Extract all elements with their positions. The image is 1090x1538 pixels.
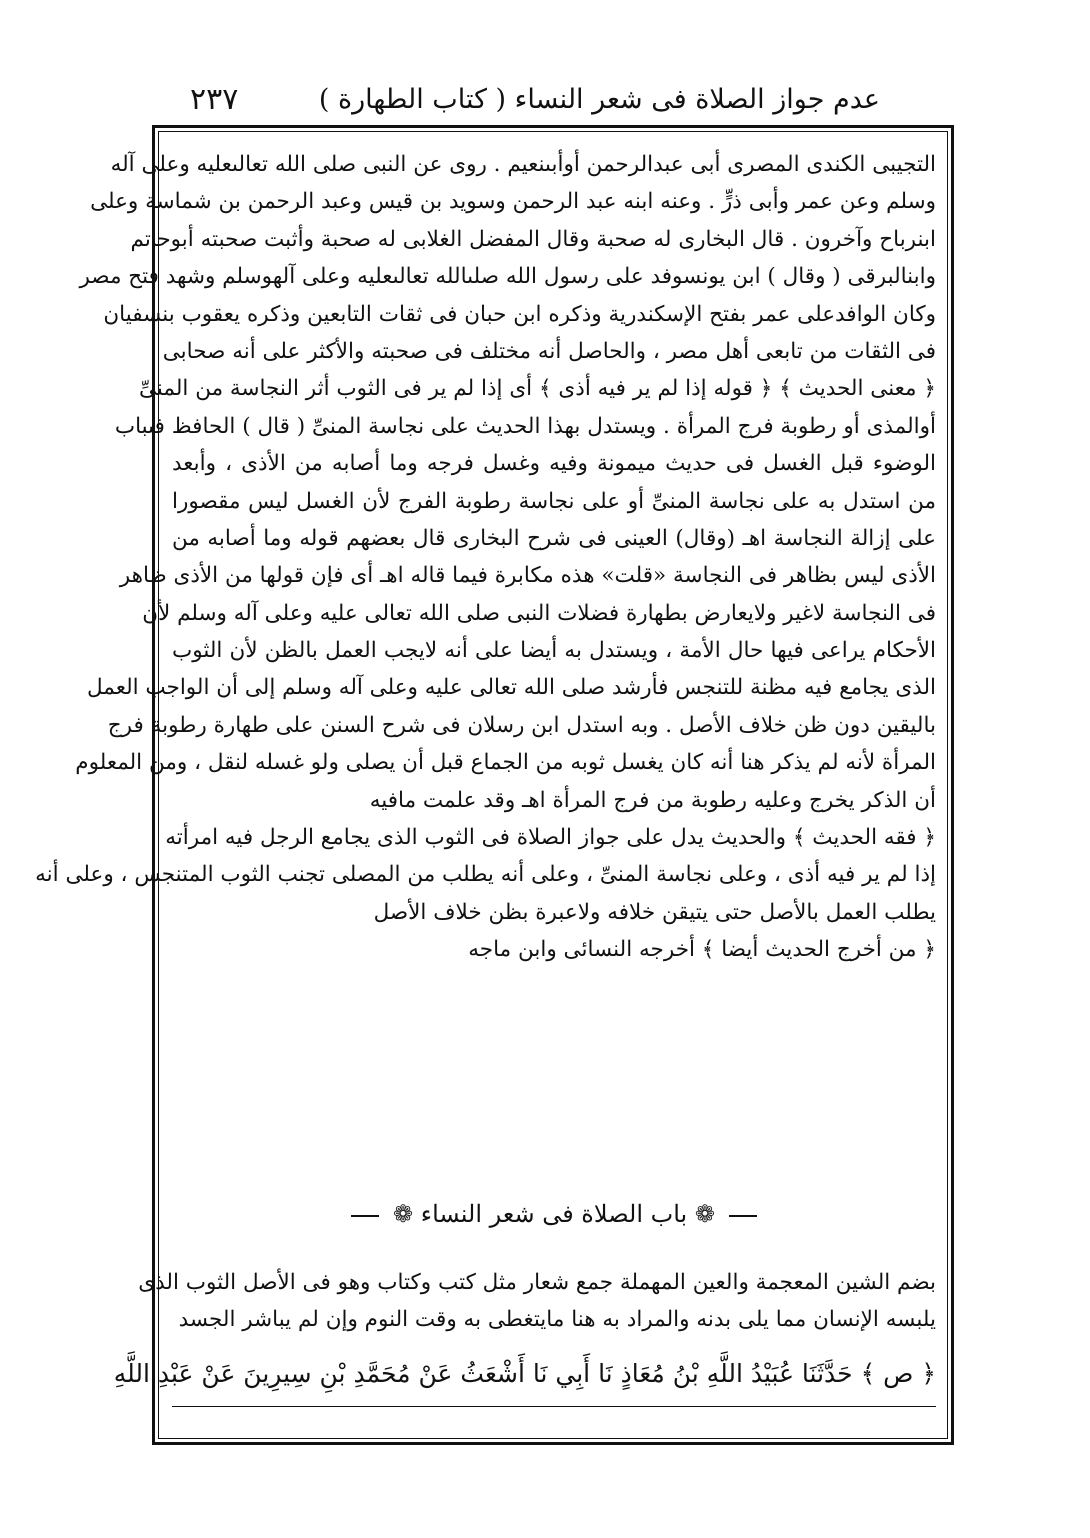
text-line: فى الثقات من تابعى أهل مصر ، والحاصل أنه مختلف فى صحبته والأكثر على أنه صحابى (162, 338, 936, 364)
text-line: الأذى ليس بظاهر فى النجاسة «قلت» هذه مكابرة فيما قاله اهـ أى فإن قولها من الأذى ظاهر (119, 563, 936, 589)
ornament-icon: ❁ (393, 1200, 414, 1228)
text-line: الأحكام يراعى فيها حال الأمة ، ويستدل به أيضا على أنه لايجب العمل بالظن لأن الثوب (172, 638, 936, 664)
rule-left (729, 1215, 757, 1217)
hadith-line: ﴿ ص ﴾ حَدَّثَنَا عُبَيْدُ اللَّهِ بْنُ مُعَاذٍ نَا أَبِي نَا أَشْعَثُ عَنْ مُحَمَّدِ بْنِ سِيرِينَ عَنْ عَبْدِ اللَّهِ (113, 1359, 936, 1388)
text-line: بضم الشين المعجمة والعين المهملة جمع شعار مثل كتب وكتاب وهو فى الأصل الثوب الذى (138, 1270, 936, 1295)
text-line: يطلب العمل بالأصل حتى يتيقن خلافه ولاعبرة بظن خلاف الأصل (373, 899, 936, 925)
text-line: الوضوء قبل الغسل فى حديث ميمونة وفيه وغسل فرجه وما أصابه من الأذى ، وأبعد (172, 451, 936, 477)
text-line: الذى يجامع فيه مظنة للتنجس فأرشد صلى الله تعالى عليه وعلى آله وسلم إلى أن الواجب العمل (86, 675, 936, 701)
text-line: وابنالبرقى ( وقال ) ابن يونسوفد على رسول الله صلىالله تعالىعليه وعلى آلهوسلم وشهد فتح مصر (79, 264, 936, 290)
text-line: على إزالة النجاسة اهـ (وقال) العينى فى شرح البخارى قال بعضهم قوله وما أصابه من (172, 525, 936, 551)
text-line: التجيبى الكندى المصرى أبى عبدالرحمن أوأبىنعيم . روى عن النبى صلى الله تعالىعليه وعلى آله (110, 152, 936, 177)
running-title: ( كتاب الطهارة ) عدم جواز الصلاة فى شعر النساء (318, 84, 880, 115)
text-line: أن الذكر يخرج وعليه رطوبة من فرج المرأة اهـ وقد علمت مافيه (369, 787, 936, 813)
text-line: ﴿ من أخرج الحديث أيضا ﴾ أخرجه النسائى وابن ماجه (468, 937, 936, 963)
text-line: المرأة لأنه لم يذكر هنا أنه كان يغسل ثوبه من الجماع قبل أن يصلى ولو غسله لنقل ، ومن المعلوم (75, 750, 936, 776)
text-line: وسلم وعن عمر وأبى ذرٍّ . وعنه ابنه عبد الرحمن وسويد بن قيس وعبد الرحمن بن شماسة وعلى (90, 189, 936, 215)
text-line: من استدل به على نجاسة المنىِّ أو على نجاسة رطوبة الفرج لأن الغسل ليس مقصورا (172, 488, 936, 514)
bottom-rule (172, 1406, 936, 1407)
text-line: وكان الوافدعلى عمر بفتح الإسكندرية وذكره ابن حبان فى ثقات التابعين وذكره يعقوب بنسفيان (103, 301, 936, 327)
ornament-icon: ❁ (694, 1200, 715, 1228)
chapter-title: باب الصلاة فى شعر النساء (420, 1200, 688, 1228)
page-number: ٢٣٧ (190, 82, 239, 117)
main-text (35, 146, 936, 969)
text-line: فى النجاسة لاغير ولايعارض بطهارة فضلات النبى صلى الله تعالى عليه وعلى آله وسلم لأن (142, 600, 936, 626)
text-line: ﴿ فقه الحديث ﴾ والحديث يدل على جواز الصلاة فى الثوب الذى يجامع الرجل فيه امرأته (165, 825, 936, 851)
rule-right (351, 1215, 379, 1217)
intro-text (138, 1264, 936, 1339)
page-header (150, 78, 950, 128)
text-line: أوالمذى أو رطوبة فرج المرأة . ويستدل بهذا الحديث على نجاسة المنىِّ ( قال ) الحافظ فىباب (114, 413, 936, 439)
hadith-text (113, 1352, 936, 1396)
chapter-heading (172, 1200, 936, 1228)
text-line: ﴿ معنى الحديث ﴾ ﴿ قوله إذا لم ير فيه أذى ﴾ أى إذا لم ير فى الثوب أثر النجاسة من المنىِّ (139, 376, 936, 402)
text-line: يلبسه الإنسان مما يلى بدنه والمراد به هنا مايتغطى به وقت النوم وإن لم يباشر الجسد (178, 1307, 936, 1333)
text-line: ابنرباح وآخرون . قال البخارى له صحبة وقال المفضل الغلابى له صحبة وأثبت صحبته أبوحاتم (130, 226, 936, 252)
text-line: باليقين دون ظن خلاف الأصل . وبه استدل ابن رسلان فى شرح السنن على طهارة رطوبة فرج (107, 712, 936, 738)
text-line: إذا لم ير فيه أذى ، وعلى نجاسة المنىِّ ، وعلى أنه يطلب من المصلى تجنب الثوب المتنجس ، وعلى أنه (35, 862, 936, 888)
